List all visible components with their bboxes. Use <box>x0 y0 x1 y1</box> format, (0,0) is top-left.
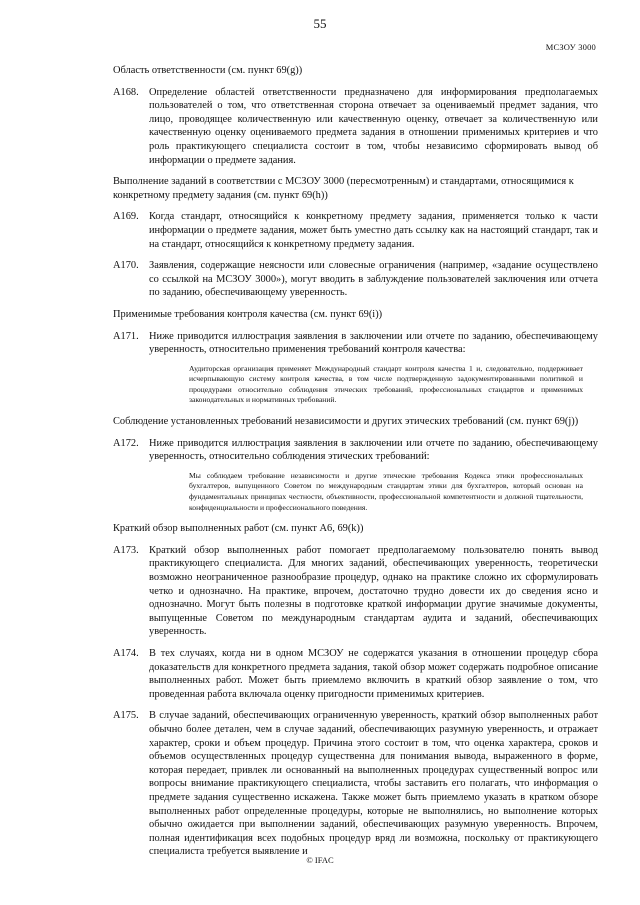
paragraph-text: Ниже приводится иллюстрация заявления в заключении или отчете по заданию, обеспечивающему уверенность, относительно соблюдения этических требований: <box>149 437 598 463</box>
paragraph-a174 <box>113 647 598 701</box>
paragraph-a171 <box>113 330 598 357</box>
page-number: 55 <box>313 16 327 31</box>
paragraph-text: В тех случаях, когда ни в одном МСЗОУ не содержатся указания в отношении процедур сбора доказательств для конкретного предмета задания, такой обзор может содержать подробное описание выполненных работ. Может быть приемлемо включить в краткий обзор заявление о том, что проведенная работа включала оценку пригодности применимых критериев. <box>149 647 598 700</box>
paragraph-text: Определение областей ответственности предназначено для информирования предполагаемых пользователей о том, что ответственная сторона отвечает за оцениваемый предмет задания, что лицо, проводящее количественную или качественную оценку, отвечает за количественную или качественную оценку оцениваемого предмета задания в отношении применимых критериев и что роль практикующего специалиста состоит в том, чтобы независимо сформировать вывод об информации о предмете задания. <box>149 86 598 166</box>
section-heading-engagement-standards: Выполнение заданий в соответствии с МСЗОУ 3000 (пересмотренным) и стандартами, относящимися к конкретному предмету задания (см. пункт 69(h)) <box>113 176 574 201</box>
paragraph-number: A174. <box>113 647 139 659</box>
paragraph-text: Заявления, содержащие неясности или словесные ограничения (например, «задание осуществлено со ссылкой на МСЗОУ 3000»), могут вводить в заблуждение пользователей заключения или отчета по заданию, обеспечивающему уверенность. <box>149 260 598 299</box>
section-heading-work-summary: Краткий обзор выполненных работ (см. пункт A6, 69(k)) <box>113 523 364 535</box>
paragraph-number: A173. <box>113 544 139 556</box>
paragraph-text: Когда стандарт, относящийся к конкретному предмету задания, применяется только к части информации о предмете задания, может быть уместно дать ссылку как на настоящий стандарт, так и на стандарт, относящийся к конкретному предмету задания. <box>149 211 598 250</box>
paragraph-text: Краткий обзор выполненных работ помогает предполагаемому пользователю понять вывод практикующего специалиста. Для многих заданий, обеспечивающих уверенность, теоретически возможно неограниченное разнообразие процедур, однако на практике сложно их сформулировать четко и однозначно. На практике, впрочем, достаточно трудно довести их до сведения ясно и однозначно. Могут быть полезны в подготовке краткой информации другие значимые документы, выпущенные Советом по международным стандартам аудита и заданий, обеспечивающих уверенность. <box>149 544 598 638</box>
standard-code: МСЗОУ 3000 <box>545 42 596 52</box>
section-heading-quality-control: Применимые требования контроля качества (см. пункт 69(i)) <box>113 308 383 320</box>
paragraph-number: A172. <box>113 437 139 449</box>
paragraph-number: A170. <box>113 260 139 272</box>
example-statement-ethics: Мы соблюдаем требование независимости и другие этические требования Кодекса этики профессиональных бухгалтеров, выпущенного Советом по международным стандартам этики для бухгалтеров, который основан на фундаментальных принципах честности, объективности, профессиональной компетентности и должной тщательности, конфиденциальности и профессионального поведения. <box>189 470 583 512</box>
paragraph-number: A169. <box>113 211 139 223</box>
example-statement-quality-control: Аудиторская организация применяет Международный стандарт контроля качества 1 и, следовательно, поддерживает исчерпывающую систему контроля качества, в том числе подтвержденную задокументированными политикой и процедурами относительно соблюдения этических требований, профессиональных стандартов и применимых законодательных и нормативных требований. <box>189 363 583 405</box>
paragraph-a170 <box>113 259 598 300</box>
paragraph-text: Ниже приводится иллюстрация заявления в заключении или отчете по заданию, обеспечивающему уверенность, относительно применения требований контроля качества: <box>149 330 598 356</box>
paragraph-number: A168. <box>113 86 139 98</box>
section-heading-responsibility: Область ответственности (см. пункт 69(g)) <box>113 65 303 76</box>
paragraph-a175 <box>113 709 598 859</box>
paragraph-a169 <box>113 210 598 251</box>
section-heading-ethics: Соблюдение установленных требований независимости и других этических требований (см. пункт 69(j)) <box>113 416 579 428</box>
paragraph-a173 <box>113 544 598 639</box>
paragraph-number: A171. <box>113 330 139 342</box>
paragraph-text: В случае заданий, обеспечивающих ограниченную уверенность, краткий обзор выполненных работ обычно более детален, чем в случае заданий, обеспечивающих разумную уверенность, и отражает характер, сроки и объем процедур. Причина этого состоит в том, что оценка характера, сроков и объемов осуществленных процедур существенна для понимания вывода, выраженного в форме, которая передает, привлек ли основанный на выполненных процедурах существенный вопрос или вопросы внимание практикующего специалиста, чтобы заставить его полагать, что информация о предмете задания существенно искажена. Также может быть приемлемо указать в кратком обзоре выполненных работ определенные процедуры, которые не выполнялись, но выполнение которых обычно ожидается при выполнении заданий, обеспечивающих разумную уверенность. Впрочем, полная идентификация всех подобных процедур вряд ли возможна, поскольку от практикующего специалиста требуется выявление и <box>149 710 598 858</box>
copyright-footer: © IFAC <box>306 855 334 865</box>
page-content <box>113 64 598 867</box>
paragraph-number: A175. <box>113 710 139 722</box>
paragraph-a172 <box>113 437 598 464</box>
paragraph-a168 <box>113 86 598 168</box>
